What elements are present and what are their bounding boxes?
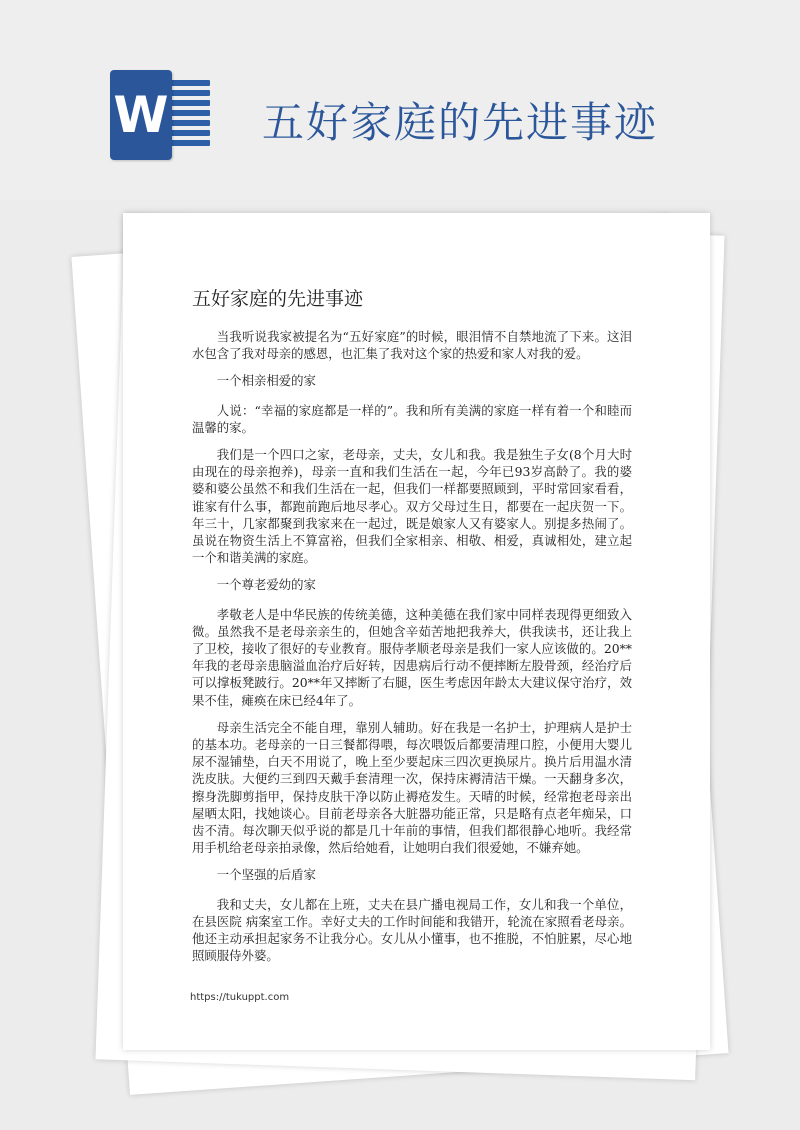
banner-title: 五好家庭的先进事迹: [262, 98, 659, 147]
document-body: [192, 328, 632, 975]
paragraph: 我和丈夫，女儿都在上班，丈夫在县广播电视局工作，女儿和我一个单位，在县医院 病案室工作。幸好丈夫的工作时间能和我错开，轮流在家照看老母亲。他还主动承担起家务不让我分心。女儿从小懂事，也不推脱，不怕脏累，尽心地照顾服侍外婆。: [192, 896, 632, 964]
paragraph: 我们是一个四口之家，老母亲，丈夫，女儿和我。我是独生子女(8个月大时由现在的母亲抱养)，母亲一直和我们生活在一起，今年已93岁高龄了。我的婆婆和婆公虽然不和我们生活在一起，但我们一样都要照顾到，平时常回家看看，谁家有什么事，都跑前跑后地尽孝心。双方父母过生日，都要在一起庆贺一下。年三十，几家都聚到我家来在一起过，既是娘家人又有婆家人。别提多热闹了。虽说在物资生活上不算富裕，但我们全家相亲、相敬、相爱，真诚相处，建立起一个和谐美满的家庭。: [192, 447, 632, 566]
banner: [0, 0, 800, 200]
section-heading: 一个相亲相爱的家: [216, 373, 316, 389]
paragraph: 当我听说我家被提名为“五好家庭”的时候，眼泪情不自禁地流了下来。这泪水包含了我对母亲的感恩，也汇集了我对这个家的热爱和家人对我的爱。: [192, 329, 632, 362]
paragraph: 孝敬老人是中华民族的传统美德，这种美德在我们家中同样表现得更细致入微。虽然我不是老母亲亲生的，但她含辛茹苦地把我养大，供我读书，还让我上了卫校，接收了很好的专业教育。服侍孝顺老母亲是我们一家人应该做的。20**年我的老母亲患脑溢血治疗后好转，因患病后行动不便摔断左股骨颈，经治疗后可以撑板凳跛行。20**年又摔断了右腿，医生考虑因年龄太大建议保守治疗，效果不佳，瘫痪在床已经4年了。: [192, 606, 632, 708]
section-heading: 一个尊老爱幼的家: [216, 577, 316, 593]
paragraph: 母亲生活完全不能自理，靠别人辅助。好在我是一名护士，护理病人是护士的基本功。老母亲的一日三餐都得喂，每次喂饭后都要清理口腔，小便用大婴儿尿不湿铺垫，白天不用说了，晚上至少要起床三四次更换尿片。换片后用温水清洗皮肤。大便约三到四天戴手套清理一次，保持床褥清洁干燥。一天翻身多次，擦身洗脚剪指甲，保持皮肤干净以防止褥疮发生。天晴的时候，经常抱老母亲出屋晒太阳，找她谈心。目前老母亲各大脏器功能正常，只是略有点老年痴呆，口齿不清。每次聊天似乎说的都是几十年前的事情，但我们都很静心地听。我经常用手机给老母亲拍录像，然后给她看，让她明白我们很爱她，不嫌弃她。: [192, 719, 632, 856]
paragraph: 人说：“幸福的家庭都是一样的”。我和所有美满的家庭一样有着一个和睦而温馨的家。: [192, 402, 632, 435]
section-heading: 一个坚强的后盾家: [216, 867, 316, 883]
footer-url: https://tukuppt.com: [190, 992, 290, 1003]
word-icon: W: [110, 70, 172, 160]
document-title: 五好家庭的先进事迹: [192, 288, 364, 310]
